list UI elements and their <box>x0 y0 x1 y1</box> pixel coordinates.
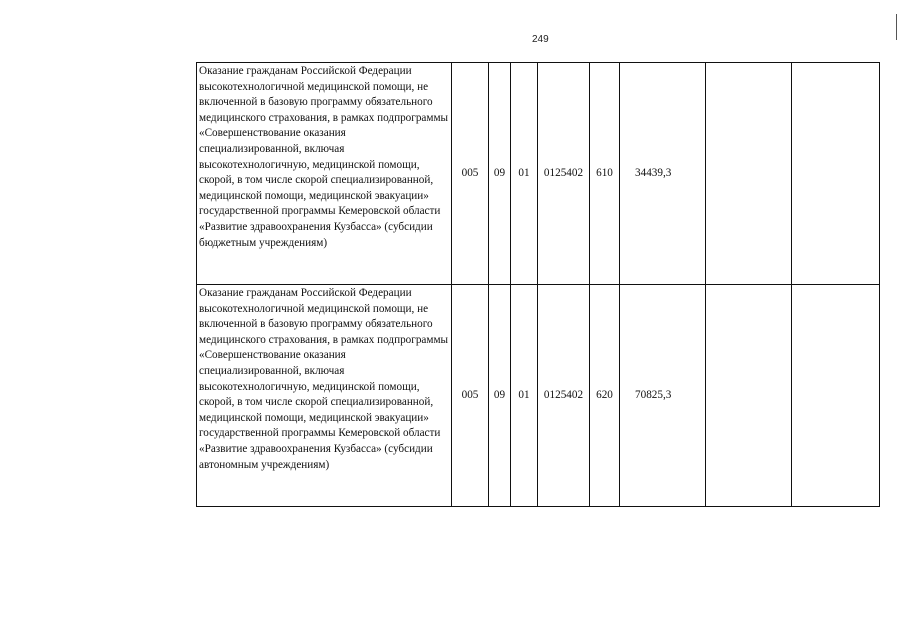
subsection-code: 01 <box>511 63 538 285</box>
expense-type-code: 620 <box>590 285 620 507</box>
amount-cell-2 <box>706 285 792 507</box>
table-row <box>197 63 880 285</box>
target-article-code: 0125402 <box>538 285 590 507</box>
subsection-code: 01 <box>511 285 538 507</box>
amount-cell-3 <box>792 285 880 507</box>
budget-table <box>196 62 880 507</box>
section-code: 09 <box>489 63 511 285</box>
amount-cell: 34439,3 <box>620 63 706 285</box>
amount-cell-2 <box>706 63 792 285</box>
expense-type-code: 610 <box>590 63 620 285</box>
ministry-code: 005 <box>452 285 489 507</box>
section-code: 09 <box>489 285 511 507</box>
target-article-code: 0125402 <box>538 63 590 285</box>
amount-cell-3 <box>792 63 880 285</box>
scan-edge-mark <box>896 14 897 40</box>
ministry-code: 005 <box>452 63 489 285</box>
page-number: 249 <box>532 34 549 45</box>
row-description: Оказание гражданам Российской Федерации высокотехнологичной медицинской помощи, не включенной в базовую программу обязательного медицинского страхования, в рамках подпрограммы «Совершенствование оказания специализированной, включая высокотехнологичную, медицинской помощи, скорой, в том числе скорой специализированной, медицинской помощи, медицинской эвакуации» государственной программы Кемеровской области «Развитие здравоохранения Кузбасса» (субсидии бюджетным учреждениям) <box>197 63 452 285</box>
table-row <box>197 285 880 507</box>
amount-cell: 70825,3 <box>620 285 706 507</box>
row-description: Оказание гражданам Российской Федерации высокотехнологичной медицинской помощи, не включенной в базовую программу обязательного медицинского страхования, в рамках подпрограммы «Совершенствование оказания специализированной, включая высокотехнологичную, медицинской помощи, скорой, в том числе скорой специализированной, медицинской помощи, медицинской эвакуации» государственной программы Кемеровской области «Развитие здравоохранения Кузбасса» (субсидии автономным учреждениям) <box>197 285 452 507</box>
